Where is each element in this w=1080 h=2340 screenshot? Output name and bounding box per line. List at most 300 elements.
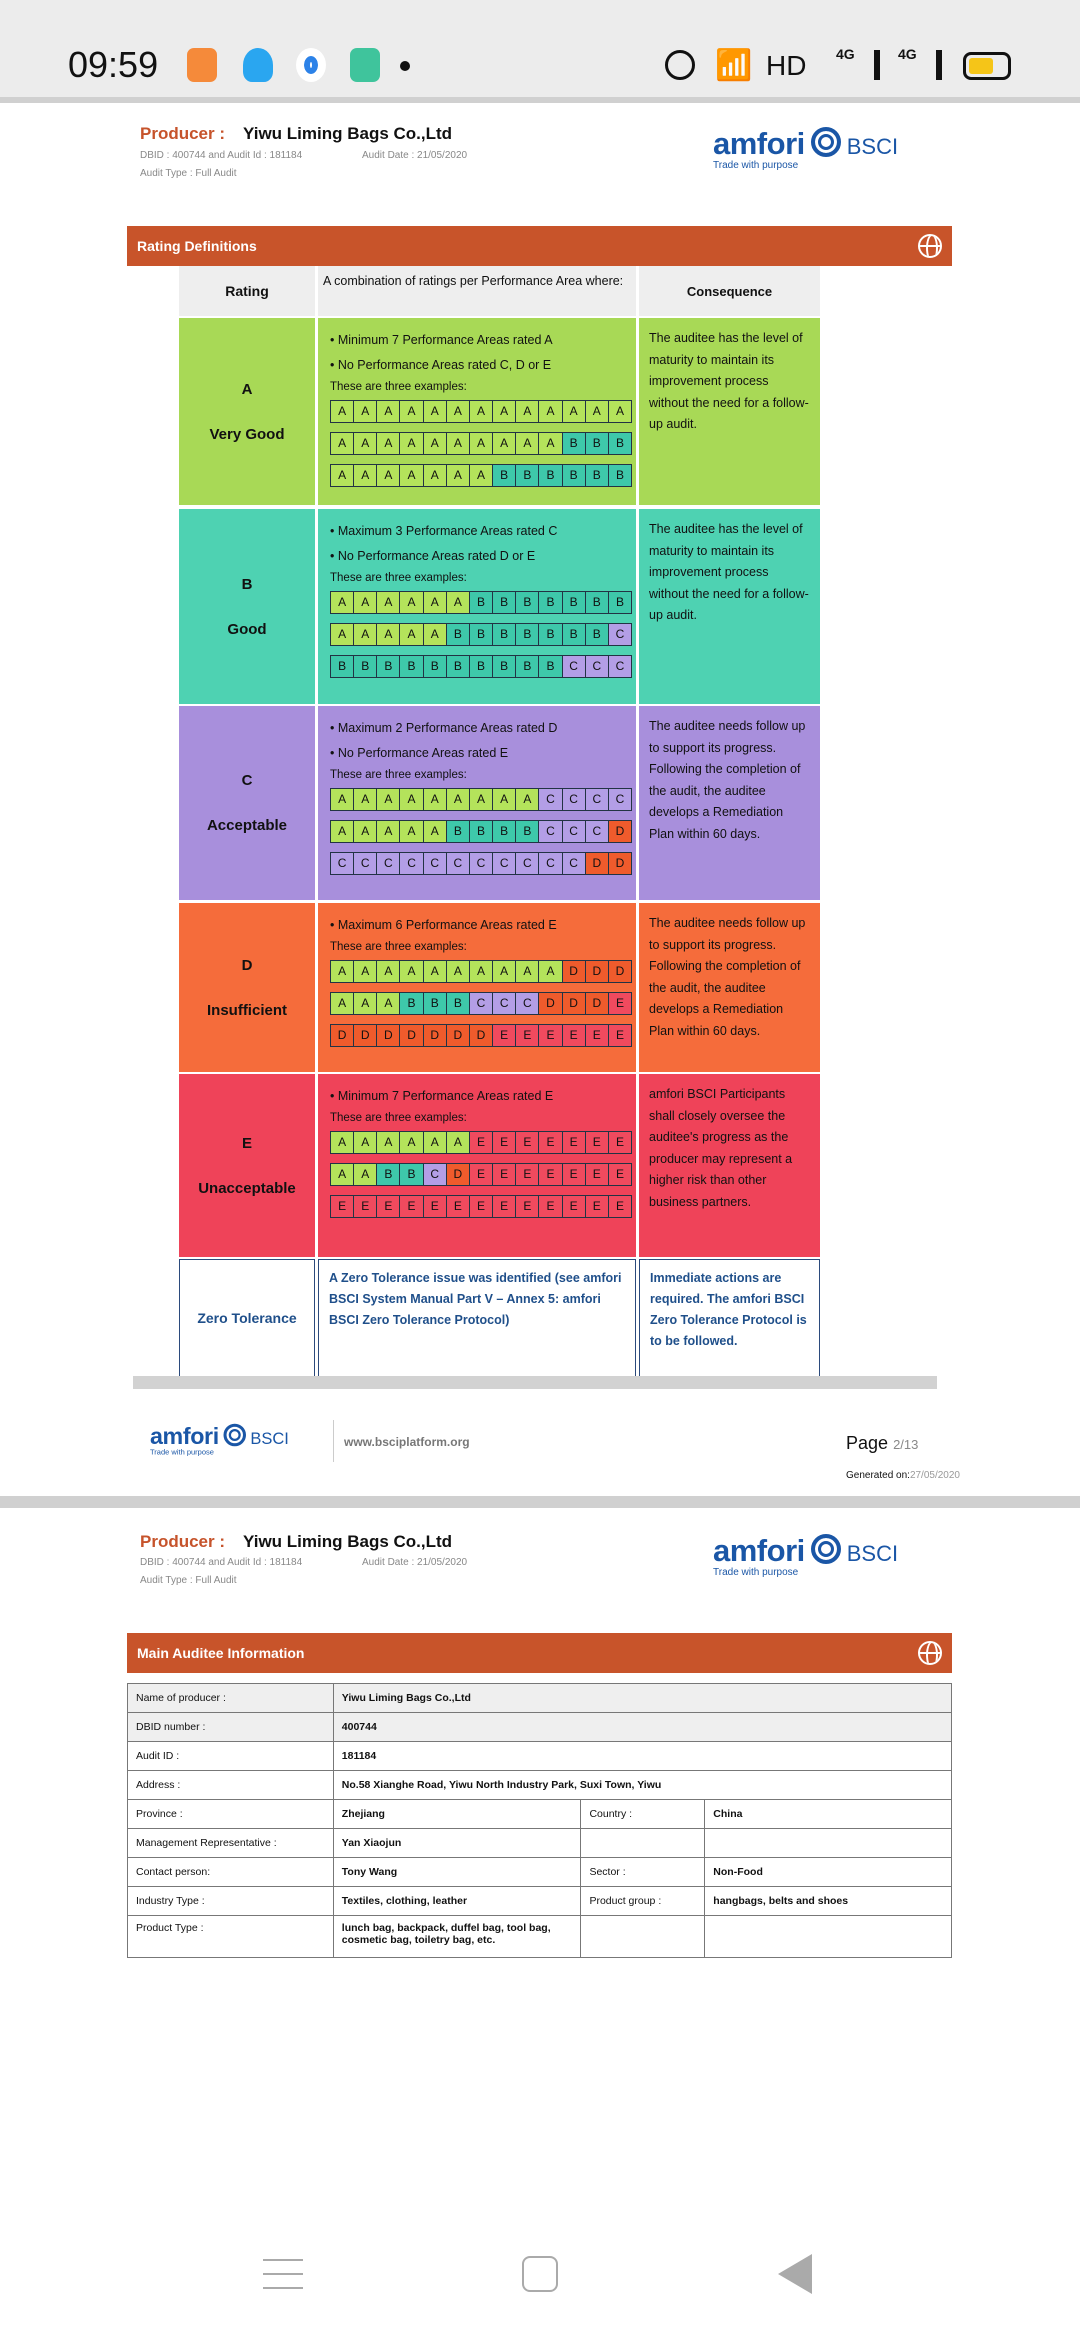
example-strip (330, 400, 632, 423)
rating-cell: A (424, 401, 447, 422)
consequence-cell (639, 318, 820, 505)
rating-cell: A (400, 465, 423, 486)
wifi-icon: 📶 (715, 49, 753, 82)
clock: 09:59 (68, 44, 159, 85)
consequence-text: amfori BSCI Participants shall closely oversee the auditee's progress as the producer may represent a higher risk than other business partners. (649, 1087, 793, 1209)
logo-suffix: BSCI (846, 134, 899, 159)
rating-cell: A (424, 592, 447, 613)
audit-date: Audit Date : 21/05/2020 (362, 150, 468, 161)
rating-cell: A (331, 465, 354, 486)
criteria-bullet: • Maximum 2 Performance Areas rated D (330, 721, 558, 735)
rating-cell: B (609, 592, 631, 613)
rating-cell: A (447, 401, 470, 422)
rating-cell: A (424, 624, 447, 645)
divider (333, 1420, 334, 1462)
page-scroll-divider (133, 1376, 937, 1389)
info-value (705, 1916, 952, 1958)
amfori-logo (713, 1533, 898, 1578)
rating-cell: A (354, 465, 377, 486)
rating-cell: A (447, 465, 470, 486)
amfori-ring-icon (811, 127, 841, 157)
globe-icon[interactable] (918, 234, 942, 258)
example-strip (330, 960, 632, 983)
rating-cell: A (470, 401, 493, 422)
rating-cell: A (470, 433, 493, 454)
info-row (128, 1858, 952, 1887)
section-title: Rating Definitions (137, 238, 257, 254)
rating-cell: D (586, 993, 609, 1014)
info-value (705, 1829, 952, 1858)
rating-cell: A (400, 789, 423, 810)
info-value: lunch bag, backpack, duffel bag, tool bag, cosmetic bag, toiletry bag, etc. (333, 1916, 581, 1958)
info-label: Management Representative : (128, 1829, 334, 1858)
rating-cell: A (331, 821, 354, 842)
rating-cell: A (354, 993, 377, 1014)
info-row (128, 1829, 952, 1858)
rating-cell: B (539, 592, 562, 613)
back-nav-button[interactable] (778, 2254, 812, 2294)
rating-cell: A (377, 1132, 400, 1153)
section-bar-auditee (127, 1633, 952, 1673)
rating-cell: C (609, 789, 631, 810)
rating-cell: A (609, 401, 631, 422)
rating-cell: D (609, 961, 631, 982)
rating-cell: E (563, 1164, 586, 1185)
page-separator (0, 1496, 1080, 1508)
rating-cell: D (400, 1025, 423, 1046)
rating-cell: A (493, 433, 516, 454)
rating-cell: E (563, 1196, 586, 1217)
criteria-text: Minimum 7 Performance Areas rated E (337, 1089, 554, 1103)
rating-cell: A (424, 1132, 447, 1153)
rating-cell: A (377, 465, 400, 486)
rating-cell: C (516, 853, 539, 874)
info-value: Non-Food (705, 1858, 952, 1887)
rating-cell: B (424, 656, 447, 677)
rating-cell: C (354, 853, 377, 874)
rating-cell: D (609, 853, 631, 874)
rating-cell: B (493, 592, 516, 613)
rating-cell: A (354, 1164, 377, 1185)
rating-cell: E (331, 1196, 354, 1217)
rating-cell: A (354, 821, 377, 842)
example-strip (330, 992, 632, 1015)
rating-cell: B (539, 465, 562, 486)
rating-cell: A (539, 961, 562, 982)
rating-letter: C (241, 772, 253, 789)
rating-cell: E (563, 1132, 586, 1153)
rating-cell: B (586, 624, 609, 645)
rating-cell: C (470, 853, 493, 874)
alarm-icon (665, 50, 695, 80)
producer-heading (140, 1532, 452, 1552)
rating-cell: B (400, 993, 423, 1014)
rating-cell: A (377, 401, 400, 422)
examples-label: These are three examples: (330, 572, 467, 584)
rating-cell: C (563, 656, 586, 677)
rating-cell: B (377, 656, 400, 677)
example-strip (330, 623, 632, 646)
rating-cell: A (516, 961, 539, 982)
logo-tagline: Trade with purpose (713, 160, 799, 171)
battery-icon (963, 52, 1011, 80)
example-strip (330, 1024, 632, 1047)
examples-label: These are three examples: (330, 769, 467, 781)
rating-cell: A (331, 789, 354, 810)
consequence-text: The auditee needs follow up to support its progress. Following the completion of the audit, the auditee develops a Remediation Plan within 60 days. (649, 719, 806, 841)
rating-cell: D (563, 961, 586, 982)
rating-cell: B (470, 821, 493, 842)
rating-cell: A (400, 401, 423, 422)
rating-cell: A (400, 592, 423, 613)
rating-cell: C (586, 821, 609, 842)
logo-word: amfori (713, 1533, 805, 1568)
rating-cell: A (354, 592, 377, 613)
rating-cell: E (516, 1196, 539, 1217)
audit-type: Audit Type : Full Audit (140, 168, 237, 179)
rating-cell: A (470, 789, 493, 810)
rating-cell: E (563, 1025, 586, 1046)
rating-cell: D (586, 961, 609, 982)
consequence-cell (639, 903, 820, 1072)
status-bar (0, 0, 1080, 97)
consequence-text: The auditee has the level of maturity to maintain its improvement process without the need for a follow-up audit. (649, 522, 809, 622)
criteria-bullet: • Minimum 7 Performance Areas rated E (330, 1089, 554, 1103)
website-link[interactable]: www.bsciplatform.org (344, 1435, 470, 1449)
rating-cell: B (470, 656, 493, 677)
amfori-ring-icon (811, 1534, 841, 1564)
consequence-text: The auditee needs follow up to support its progress. Following the completion of the audit, the auditee develops a Remediation Plan within 60 days. (649, 916, 806, 1038)
generated-on (846, 1470, 960, 1481)
info-label: Contact person: (128, 1858, 334, 1887)
rating-cell: C (539, 789, 562, 810)
rating-cell: C (586, 656, 609, 677)
logo-word: amfori (713, 126, 805, 161)
rating-cell: B (516, 656, 539, 677)
rating-cell: C (539, 853, 562, 874)
rating-cell: A (470, 465, 493, 486)
info-value: Zhejiang (333, 1800, 581, 1829)
rating-cell: E (447, 1196, 470, 1217)
example-strip (330, 432, 632, 455)
audit-type: Audit Type : Full Audit (140, 1575, 237, 1586)
info-row (128, 1771, 952, 1800)
header-criteria: A combination of ratings per Performance Area where: (318, 266, 636, 316)
rating-cell: A (331, 1132, 354, 1153)
rating-criteria-cell (318, 509, 636, 704)
info-row (128, 1800, 952, 1829)
rating-cell: D (447, 1025, 470, 1046)
rating-cell: E (470, 1164, 493, 1185)
rating-cell: E (493, 1132, 516, 1153)
rating-cell: B (516, 465, 539, 486)
rating-cell: A (516, 789, 539, 810)
rating-cell: A (447, 1132, 470, 1153)
zero-tolerance-criteria: A Zero Tolerance issue was identified (see amfori BSCI System Manual Part V – Annex 5: amfori BSCI Zero Tolerance Protocol) (318, 1259, 636, 1376)
rating-cell: A (354, 624, 377, 645)
info-label: DBID number : (128, 1713, 334, 1742)
footer-amfori-logo (150, 1423, 289, 1457)
example-strip (330, 852, 632, 875)
criteria-bullet: • No Performance Areas rated C, D or E (330, 358, 552, 372)
rating-cell: A (331, 433, 354, 454)
rating-cell: E (539, 1164, 562, 1185)
rating-letter: D (241, 956, 253, 974)
producer-name: Yiwu Liming Bags Co.,Ltd (243, 1532, 453, 1551)
rating-cell: A (377, 961, 400, 982)
info-row (128, 1916, 952, 1958)
rating-cell: D (377, 1025, 400, 1046)
info-value: Yiwu Liming Bags Co.,Ltd (333, 1684, 951, 1713)
video-app-icon (187, 48, 217, 82)
rating-cell: B (447, 993, 470, 1014)
rating-cell: E (470, 1132, 493, 1153)
examples-label: These are three examples: (330, 381, 467, 393)
rating-cell: A (331, 993, 354, 1014)
example-strip (330, 464, 632, 487)
criteria-bullet: • No Performance Areas rated E (330, 746, 509, 760)
rating-cell: A (331, 1164, 354, 1185)
rating-cell: A (586, 401, 609, 422)
rating-name-cell (179, 706, 315, 900)
rating-cell: A (400, 821, 423, 842)
rating-cell: A (539, 433, 562, 454)
rating-cell: A (539, 401, 562, 422)
rating-cell: A (563, 401, 586, 422)
header-rating: Rating (179, 266, 315, 316)
rating-cell: E (493, 1196, 516, 1217)
rating-cell: B (563, 624, 586, 645)
info-label: Province : (128, 1800, 334, 1829)
rating-label: Unacceptable (198, 1179, 296, 1197)
rating-cell: A (400, 961, 423, 982)
rating-cell: D (470, 1025, 493, 1046)
info-label: Audit ID : (128, 1742, 334, 1771)
rating-cell: A (400, 624, 423, 645)
rating-criteria-cell (318, 706, 636, 900)
signal-bars-icon (922, 50, 942, 80)
rating-cell: C (609, 656, 631, 677)
info-label: Product group : (581, 1887, 705, 1916)
producer-label: Producer : (140, 1532, 226, 1551)
zero-tolerance-consequence: Immediate actions are required. The amfori BSCI Zero Tolerance Protocol is to be followed. (639, 1259, 820, 1376)
info-value: No.58 Xianghe Road, Yiwu North Industry Park, Suxi Town, Yiwu (333, 1771, 951, 1800)
info-value: Tony Wang (333, 1858, 581, 1887)
logo-word: amfori (150, 1423, 219, 1450)
example-strip (330, 1163, 632, 1186)
rating-cell: A (424, 465, 447, 486)
page-label: Page (846, 1433, 889, 1453)
rating-cell: B (516, 592, 539, 613)
info-value: Textiles, clothing, leather (333, 1887, 581, 1916)
rating-cell: E (493, 1025, 516, 1046)
rating-cell: B (354, 656, 377, 677)
more-notifications-icon (400, 61, 410, 71)
info-label: Name of producer : (128, 1684, 334, 1713)
rating-cell: B (563, 592, 586, 613)
rating-cell: A (493, 401, 516, 422)
rating-cell: A (331, 624, 354, 645)
logo-suffix: BSCI (250, 1429, 289, 1448)
logo-suffix: BSCI (846, 1541, 899, 1566)
rating-cell: B (539, 624, 562, 645)
rating-cell: C (539, 821, 562, 842)
rating-cell: E (586, 1025, 609, 1046)
header-consequence: Consequence (639, 266, 820, 316)
rating-cell: E (539, 1132, 562, 1153)
rating-cell: B (563, 433, 586, 454)
generated-date: 27/05/2020 (909, 1470, 960, 1481)
rating-cell: B (424, 993, 447, 1014)
rating-cell: B (493, 656, 516, 677)
rating-cell: A (331, 401, 354, 422)
rating-cell: B (516, 821, 539, 842)
rating-cell: E (609, 993, 631, 1014)
consequence-text: The auditee has the level of maturity to maintain its improvement process without the need for a follow-up audit. (649, 331, 809, 431)
globe-icon[interactable] (918, 1641, 942, 1665)
info-label: Country : (581, 1800, 705, 1829)
rating-label: Good (227, 620, 267, 638)
rating-cell: C (586, 789, 609, 810)
rating-cell: A (331, 592, 354, 613)
criteria-text: No Performance Areas rated D or E (337, 549, 536, 563)
rating-cell: E (586, 1196, 609, 1217)
signal-bars-icon (860, 50, 880, 80)
divider (0, 97, 1080, 103)
criteria-bullet: • No Performance Areas rated D or E (330, 549, 536, 563)
rating-cell: B (447, 624, 470, 645)
criteria-bullet: • Minimum 7 Performance Areas rated A (330, 333, 553, 347)
rating-criteria-cell (318, 1074, 636, 1257)
rating-letter: A (241, 380, 253, 398)
rating-cell: D (609, 821, 631, 842)
rating-cell: A (447, 592, 470, 613)
example-strip (330, 1195, 632, 1218)
rating-label: Very Good (209, 425, 285, 443)
hd-icon: HD (766, 50, 807, 81)
rating-cell: E (354, 1196, 377, 1217)
producer-heading (140, 124, 452, 144)
rating-cell: C (424, 1164, 447, 1185)
rating-cell: D (354, 1025, 377, 1046)
example-strip (330, 1131, 632, 1154)
rating-cell: A (516, 401, 539, 422)
info-label: Industry Type : (128, 1887, 334, 1916)
rating-cell: E (516, 1164, 539, 1185)
section-bar-rating (127, 226, 952, 266)
rating-cell: E (539, 1025, 562, 1046)
info-value: hangbags, belts and shoes (705, 1887, 952, 1916)
rating-cell: E (400, 1196, 423, 1217)
rating-cell: B (400, 1164, 423, 1185)
auditee-info-table (127, 1683, 952, 1958)
rating-cell: B (447, 656, 470, 677)
menu-nav-button[interactable] (263, 2256, 303, 2292)
rating-cell: C (493, 993, 516, 1014)
rating-cell: A (424, 433, 447, 454)
dbid-line: DBID : 400744 and Audit Id : 181184 (140, 1557, 303, 1568)
rating-cell: A (447, 789, 470, 810)
examples-label: These are three examples: (330, 941, 467, 953)
rating-cell: E (424, 1196, 447, 1217)
info-value: Yan Xiaojun (333, 1829, 581, 1858)
rating-cell: B (493, 465, 516, 486)
rating-cell: A (377, 433, 400, 454)
example-strip (330, 788, 632, 811)
criteria-bullet: • Maximum 3 Performance Areas rated C (330, 524, 558, 538)
rating-cell: B (539, 656, 562, 677)
rating-cell: A (400, 433, 423, 454)
rating-cell: A (447, 433, 470, 454)
browser-icon (296, 48, 326, 82)
rating-cell: A (354, 401, 377, 422)
rating-cell: E (609, 1164, 631, 1185)
rating-cell: C (516, 993, 539, 1014)
rating-cell: B (586, 433, 609, 454)
page-number: 2/13 (893, 1437, 919, 1452)
rating-cell: A (331, 961, 354, 982)
consequence-cell (639, 1074, 820, 1257)
rating-cell: E (609, 1132, 631, 1153)
rating-cell: D (331, 1025, 354, 1046)
rating-cell: B (377, 1164, 400, 1185)
info-label (581, 1829, 705, 1858)
rating-cell: A (516, 433, 539, 454)
rating-cell: C (563, 789, 586, 810)
rating-cell: C (493, 853, 516, 874)
rating-cell: C (377, 853, 400, 874)
rating-cell: E (609, 1025, 631, 1046)
amfori-logo (713, 126, 898, 171)
info-label: Address : (128, 1771, 334, 1800)
rating-cell: B (331, 656, 354, 677)
info-value: 181184 (333, 1742, 951, 1771)
criteria-text: No Performance Areas rated C, D or E (337, 358, 552, 372)
zero-tolerance-name: Zero Tolerance (179, 1259, 315, 1376)
rating-cell: C (424, 853, 447, 874)
rating-cell: B (470, 624, 493, 645)
rating-cell: D (539, 993, 562, 1014)
info-row (128, 1887, 952, 1916)
rating-name-cell (179, 509, 315, 704)
rating-criteria-cell (318, 318, 636, 505)
rating-cell: B (609, 465, 631, 486)
rating-cell: A (424, 821, 447, 842)
rating-cell: A (377, 821, 400, 842)
consequence-cell (639, 509, 820, 704)
section-title: Main Auditee Information (137, 1645, 305, 1661)
rating-cell: A (354, 961, 377, 982)
rating-name-cell (179, 903, 315, 1072)
info-value: China (705, 1800, 952, 1829)
rating-cell: B (493, 821, 516, 842)
signal-4g-icon: 4G (836, 46, 855, 62)
rating-cell: C (447, 853, 470, 874)
rating-cell: B (609, 433, 631, 454)
home-nav-button[interactable] (522, 2256, 558, 2292)
rating-cell: E (586, 1164, 609, 1185)
rating-cell: A (470, 961, 493, 982)
rating-cell: C (563, 821, 586, 842)
rating-cell: A (354, 1132, 377, 1153)
info-row (128, 1713, 952, 1742)
amfori-ring-icon (223, 1424, 246, 1447)
rating-cell: E (377, 1196, 400, 1217)
rating-label: Acceptable (206, 817, 288, 834)
dbid-line: DBID : 400744 and Audit Id : 181184 (140, 150, 303, 161)
rating-cell: C (609, 624, 631, 645)
criteria-text: Maximum 6 Performance Areas rated E (337, 918, 557, 932)
